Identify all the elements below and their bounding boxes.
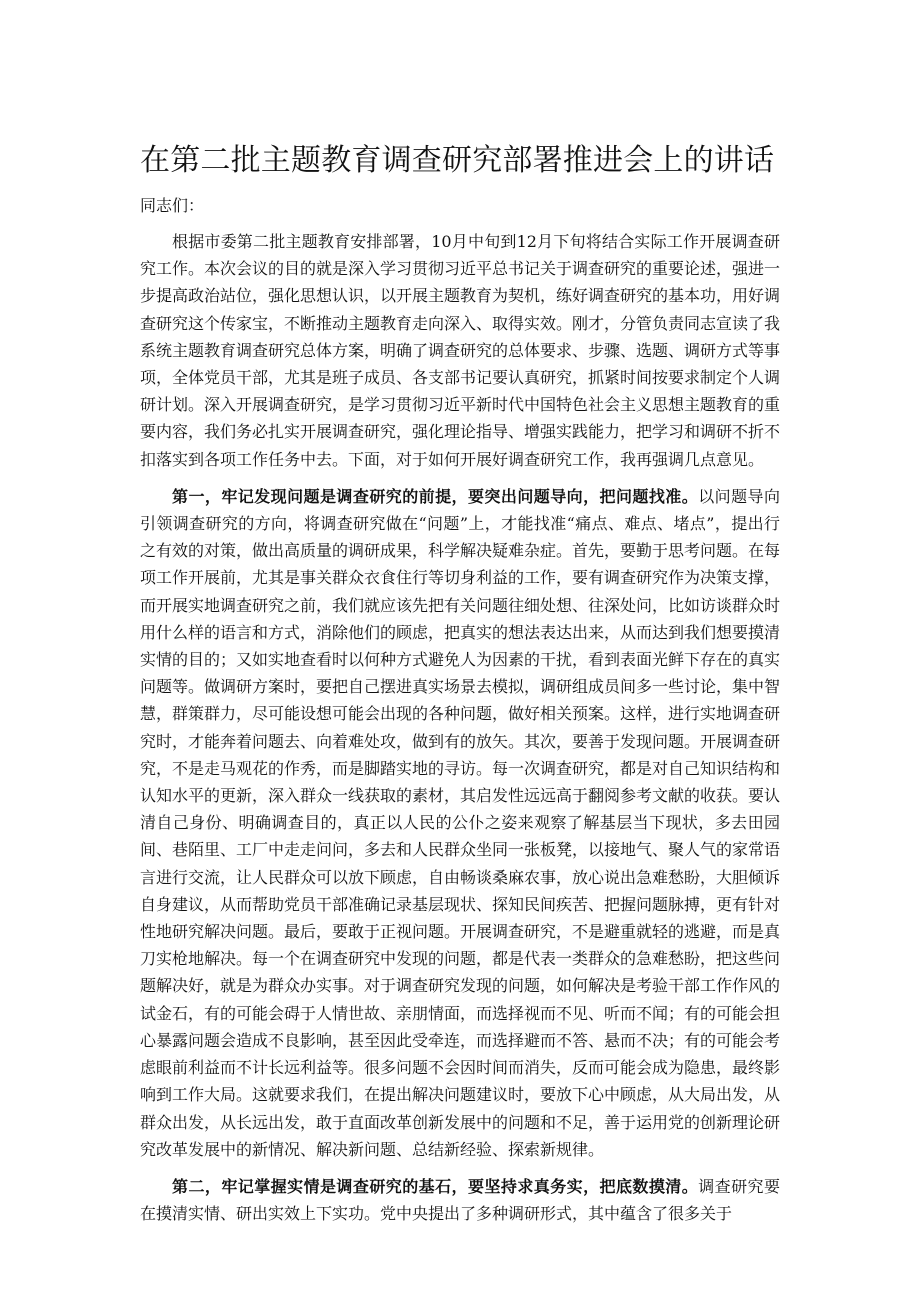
point-two-paragraph xyxy=(140,1173,780,1227)
point-one-heading: 第一，牢记发现问题是调查研究的前提，要突出问题导向，把问题找准。 xyxy=(172,486,699,506)
salutation: 同志们： xyxy=(140,196,205,215)
document-page xyxy=(140,140,780,1237)
point-two-heading: 第二，牢记掌握实情是调查研究的基石，要坚持求真务实，把底数摸清。 xyxy=(172,1176,699,1196)
point-two-body: 调查研究要在摸清实情、研出实效上下实功。党中央提出了多种调研形式，其中蕴含了很多关于 xyxy=(140,1176,780,1224)
point-one-paragraph xyxy=(140,483,780,1163)
intro-paragraph: 根据市委第二批主题教育安排部署，10月中旬到12月下旬将结合实际工作开展调查研究工作。本次会议的目的就是深入学习贯彻习近平总书记关于调查研究的重要论述，强进一步提高政治站位，强化思想认识，以开展主题教育为契机，练好调查研究的基本功，用好调查研究这个传家宝，不断推动主题教育走向深入、取得实效。刚才，分管负责同志宣读了我系统主题教育调查研究总体方案，明确了调查研究的总体要求、步骤、选题、调研方式等事项，全体党员干部，尤其是班子成员、各支部书记要认真研究，抓紧时间按要求制定个人调研计划。深入开展调查研究，是学习贯彻习近平新时代中国特色社会主义思想主题教育的重要内容，我们务必扎实开展调查研究，强化理论指导、增强实践能力，把学习和调研不折不扣落实到各项工作任务中去。下面，对于如何开展好调查研究工作，我再强调几点意见。 xyxy=(140,232,781,469)
document-title: 在第二批主题教育调查研究部署推进会上的讲话 xyxy=(140,143,775,178)
point-one-body: 以问题导向引领调查研究的方向，将调查研究做在“问题”上，才能找准“痛点、难点、堵点”，提出行之有效的对策，做出高质量的调研成果，科学解决疑难杂症。首先，要勤于思考问题。在每项工作开展前，尤其是事关群众衣食住行等切身利益的工作，要有调查研究作为决策支撑，而开展实地调查研究之前，我们就应该先把有关问题往细处想、往深处问，比如访谈群众时用什么样的语言和方式，消除他们的顾虑，把真实的想法表达出来，从而达到我们想要摸清实情的目的；又如实地查看时以何种方式避免人为因素的干扰，看到表面光鲜下存在的真实问题等。做调研方案时，要把自己摆进真实场景去模拟，调研组成员间多一些讨论，集中智慧，群策群力，尽可能设想可能会出现的各种问题，做好相关预案。这样，进行实地调查研究时，才能奔着问题去、向着难处攻，做到有的放矢。其次，要善于发现问题。开展调查研究，不是走马观花的作秀，而是脚踏实地的寻访。每一次调查研究，都是对自己知识结构和认知水平的更新，深入群众一线获取的素材，其启发性远远高于翻阅参考文献的收获。要认清自己身份、明确调查目的，真正以人民的公仆之姿来观察了解基层当下现状，多去田园间、巷陌里、工厂中走走问问，多去和人民群众坐同一张板凳，以接地气、聚人气的家常语言进行交流，让人民群众可以放下顾虑，自由畅谈桑麻农事，放心说出急难愁盼，大胆倾诉自身建议，从而帮助党员干部准确记录基层现状、探知民间疾苦、把握问题脉搏，更有针对性地研究解决问题。最后，要敢于正视问题。开展调查研究，不是避重就轻的逃避，而是真刀实枪地解决。每一个在调查研究中发现的问题，都是代表一类群众的急难愁盼，把这些问题解决好，就是为群众办实事。对于调查研究发现的问题，如何解决是考验干部工作作风的试金石，有的可能会碍于人情世故、亲朋情面，而选择视而不见、听而不闻；有的可能会担心暴露问题会造成不良影响，甚至因此受牵连，而选择避而不答、悬而不决；有的可能会考虑眼前利益而不计长远利益等。很多问题不会因时间而消失，反而可能会成为隐患，最终影响到工作大局。这就要求我们，在提出解决问题建议时，要放下心中顾虑，从大局出发，从群众出发，从长远出发，敢于直面改革创新发展中的问题和不足，善于运用党的创新理论研究改革发展中的新情况、解决新问题、总结新经验、探索新规律。 xyxy=(140,486,781,1159)
